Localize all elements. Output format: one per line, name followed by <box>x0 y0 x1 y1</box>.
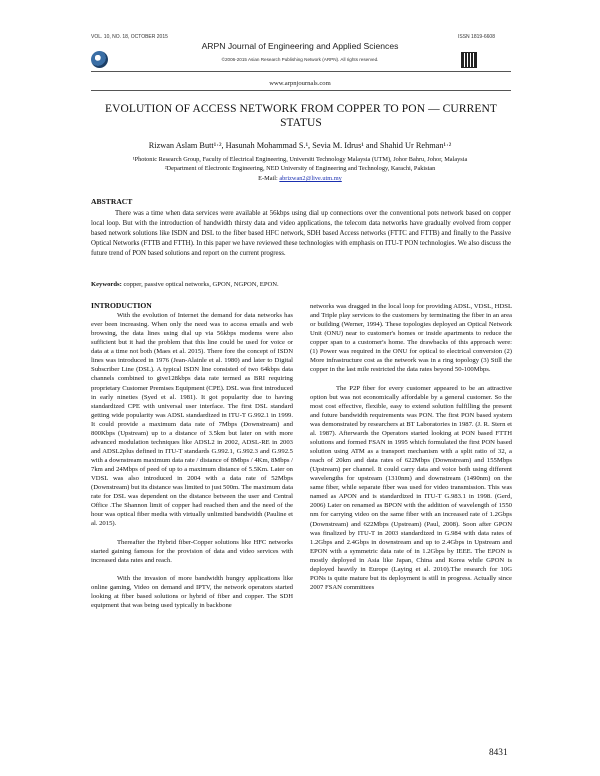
introduction-heading: INTRODUCTION <box>91 301 152 310</box>
volume-info: VOL. 10, NO. 18, OCTOBER 2015 <box>91 34 168 40</box>
paragraph: The P2P fiber for every customer appeared to be an attractive option but was not economically affordable by a general customer. So the most cost effective, flexible, easy to extend solution fulfilling the present and future bandwidth requirements was PON. The first PON based system was demonstrated by researchers at BT Laboratories in 1987. (J. R. Stern et al. 1987). Afterwards the Operators started looking at PON based FTTH solutions and formed FSAN in 1995 which formulated the first PON based solution using ATM as a transport mechanism with a split ratio of 32, a reach of 20km and data rates of 622Mbps (Downstream) and 155Mbps (Upstream) per channel. It could carry data and voice both using different wavelengths for upstream (1310nm) and downstream (1490nm) on the same fiber, while separate fiber was used for video transmission. This was named as APON and is standardized in ITU-T G.983.1 in 1998. (Gerd, 2006) Later on renamed as BPON with the addition of wavelength of 1550 nm for carrying video on the same fiber with an increased rate of 1.2Gbps (Downstream) and 622Mbps (Upstream) (Paul, 2008). Soon after GPON was finalized by ITU-T in 2003 standardized in G.984 with data rates of 1.2Gbps and 2.4Gbps in downstream and up to 2.4Gbps in Upstream and EPON with a symmetric data rate of in 1.2Gbps by IEEE. The EPON is mostly deployed in Asia like Japan, China and Korea while GPON is deployed heavily in Europe (Laying et al. 2010).The research for 10G PONs is quite mature but its deployment is still in progress. Actually since 2007 FSAN committees <box>310 384 512 591</box>
url-divider <box>91 90 511 91</box>
abstract-heading: ABSTRACT <box>91 197 133 206</box>
paragraph: With the invasion of more bandwidth hungry applications like online gaming, Video on demand and IPTV, the network operators started looking at fiber based solutions or hybrid of fiber and copper. The SDH equipment that was being used typically in backbone <box>91 574 293 609</box>
affiliation-2: ²Department of Electronic Engineering, NED University of Engineering and Technology, Karachi, Pakistan <box>164 165 436 172</box>
paper-title: EVOLUTION OF ACCESS NETWORK FROM COPPER TO PON — CURRENT STATUS <box>104 103 498 129</box>
affiliation-1: ¹Photonic Research Group, Faculty of Electrical Engineering, Universiti Technology Malaysia (UTM), Johor Bahru, Johor, Malaysia <box>132 156 468 163</box>
abstract-text: There was a time when data services were available at 56kbps using dial up connections over the conventional pots network based on copper local loop. But with the introduction of handwidth thirsty data and video applications, the telecom data networks have gradually evolved from copper based network solutions like ISDN and DSL to the fiber based HFC network, SDH based Access networks (FTTC and FTTB) and finally to the Passive Optical Networks (FTTB and FTTH). In this paper we have reviewed these technologies with emphasis on ITU-T PON technologies. We also discuss the future trend of PON based solutions and report on the current progress. <box>91 210 511 258</box>
keywords <box>91 281 511 288</box>
journal-name: ARPN Journal of Engineering and Applied Sciences <box>201 41 399 51</box>
qr-code-icon <box>462 53 476 67</box>
keywords-label: Keywords: <box>91 281 122 288</box>
author-list: Rizwan Aslam Butt¹·², Hasunah Mohammad S.¹, Sevia M. Idrus¹ and Shahid Ur Rehman¹·² <box>148 141 452 150</box>
paragraph: networks was dragged in the local loop for providing ADSL, VDSL, HDSL and Triple play services to the customers by terminating the fiber in an area or building (Werner, 1994). These topologies deployed an Optical Network Unit (ONU) near to customer's homes or inside apartments to reduce the copper span to a customer's home. The drawbacks of this approach were: (1) Power was required in the ONU for optical to electrical conversion (2) More infrastructure cost as the network was in a ring topology (3) Still the copper in the last mile restricted the data rates beyond 50-100Mbps. <box>310 303 512 374</box>
paragraph: With the evolution of Internet the demand for data networks has ever been increasing. When only the need was to access emails and web browsing, the data lines using dial up via 56kbps modems were also sufficient but it had the problem that this line could be used for voice or data at a time not both (Maes et al. 2015). There fore the concept of ISDN lines was introduced in 1976 (Jean-Alainle et al. 1980) and later to Digital Subscriber Line (DSL). A typical ISDN line consisted of two 64kbps data channels combined to give128kbps data rate termed as BRI requiring proprietary Customer Premises Equipment (CPE). DSL was first introduced in early nineties (Syed et al. 1981). It got popularity due to having standardized CPE with universal user interface. The first DSL standard getting wide popularity was ADSL standardized in ITU-T G.992.1 in 1999. It could provide a maximum data rate of 7Mbps (Downstream) and 800Kbps (Upstream) up to a distance of 3.5km but later on with more advanced modulation techniques like ADSL2 in 2002, ADSL-RE in 2003 and ADSL2plus defined in ITU-T standards G.992.1, G.992.3 and G.992.5 with a downstream maximum data rate / distance of 8Mbps / 4Km, 8Mbps / 7km and 24Mbps of peed of up to a maximum distance of 5.5Km. Later on VDSL was also introduced in 2004 with a data rate of 52Mbps (Downstream) but its distance was limited to just 500m. The maximum data rate for DSL was dependent on the distance between the user and Central Office .The Shannon limit of copper had reached then and the need of the hour was optical fiber media with virtually unlimited bandwidth (Pauline et al. 2015). <box>91 312 294 528</box>
email-label: E-Mail: <box>258 175 278 182</box>
keywords-text: copper, passive optical networks, GPON, NGPON, EPON. <box>123 281 279 288</box>
page-number: 8431 <box>489 748 508 758</box>
email-line <box>0 175 600 182</box>
journal-url: www.arpnjournals.com <box>269 80 331 87</box>
email-link[interactable]: abrizwan2@live.utm.my <box>279 175 342 182</box>
copyright-line: ©2006-2015 Asian Research Publishing Network (ARPN). All rights reserved. <box>221 57 379 62</box>
issn: ISSN 1819-6608 <box>458 34 495 40</box>
paragraph: Thereafter the Hybrid fiber-Copper solutions like HFC networks started gaining famous for the provision of data and video services with increased data rates and reach. <box>91 538 293 564</box>
header-divider <box>91 71 511 72</box>
column-left <box>91 311 293 610</box>
column-right <box>310 302 512 592</box>
